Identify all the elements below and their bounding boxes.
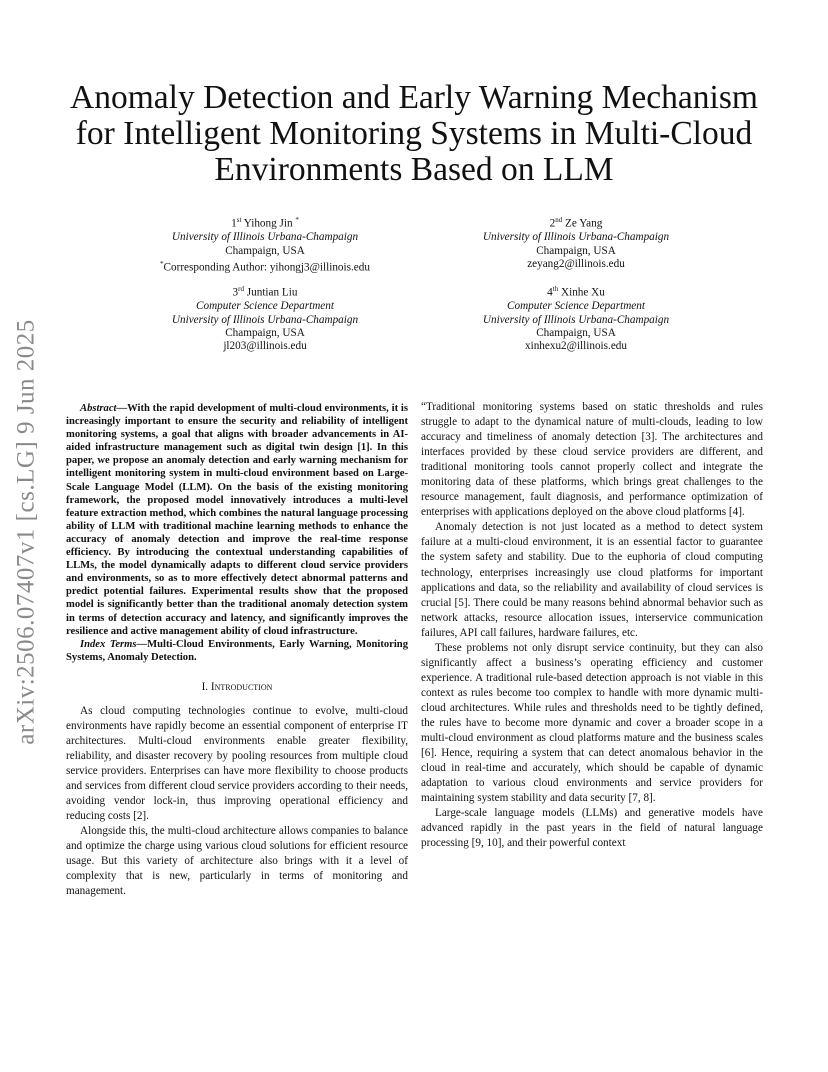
author-ordinal: 3 <box>232 286 239 299</box>
index-terms-label: Index Terms <box>80 638 137 650</box>
arxiv-identifier-stamp <box>8 307 46 757</box>
paper-title: Anomaly Detection and Early Warning Mechanism for Intelligent Monitoring Systems in Multi-Cloud Environments Based on LLM <box>70 79 758 188</box>
author-ordinal-suffix: st <box>236 216 242 224</box>
author-location: Champaign, USA <box>536 326 616 339</box>
author-email[interactable]: Corresponding Author: yihongj3@illinois.edu <box>163 261 370 274</box>
author-department: Computer Science Department <box>196 300 334 313</box>
author-location: Champaign, USA <box>225 244 305 257</box>
author-email[interactable]: xinhexu2@illinois.edu <box>525 340 627 353</box>
author-block-3 <box>120 283 410 354</box>
section-heading-introduction: I. Introduction <box>201 680 273 693</box>
author-name: Xinhe Xu <box>558 286 605 299</box>
author-ordinal: 4 <box>547 286 553 299</box>
author-name: Ze Yang <box>562 217 603 230</box>
author-ordinal: 1 <box>231 217 237 230</box>
left-column <box>66 402 408 900</box>
author-department: Computer Science Department <box>507 300 645 313</box>
author-email-line <box>120 258 410 275</box>
author-email[interactable]: jl203@illinois.edu <box>223 340 307 353</box>
author-ordinal: 2 <box>549 217 556 230</box>
author-ordinal-suffix: rd <box>238 285 244 293</box>
author-name-line <box>120 283 410 300</box>
author-ordinal-suffix: nd <box>555 216 563 224</box>
author-name-line <box>120 214 410 231</box>
right-column <box>421 400 763 851</box>
author-ordinal-suffix: th <box>552 285 559 293</box>
abstract-label: Abstract <box>80 403 117 414</box>
arxiv-identifier-text: arXiv:2506.07407v1 [cs.LG] 9 Jun 2025 <box>13 319 40 745</box>
body-paragraph: As cloud computing technologies continue to evolve, multi-cloud environments have rapidly become an essential component of enterprise IT architectures. Multi-cloud environments enable greater flexibility, reliability, and disaster recovery by pooling resources from multiple cloud service providers. Enterprises can have more flexibility to choose products and services from different cloud service providers according to their needs, avoiding vendor lock-in, thus improving operational efficiency and reducing costs [2]. <box>66 704 408 823</box>
author-block-4 <box>431 283 721 354</box>
corresponding-author-note-mark: * <box>160 259 164 268</box>
author-block-1 <box>120 214 410 275</box>
author-name-line <box>431 283 721 300</box>
abstract <box>66 402 408 638</box>
author-email[interactable]: zeyang2@illinois.edu <box>527 257 625 270</box>
author-affiliation: University of Illinois Urbana-Champaign <box>171 231 359 244</box>
author-affiliation: University of Illinois Urbana-Champaign <box>171 313 359 326</box>
body-paragraph: Large-scale language models (LLMs) and generative models have advanced rapidly in the past years in the field of natural language processing [9, 10], and their powerful context <box>421 807 763 850</box>
author-block-2 <box>431 214 721 271</box>
abstract-text: —With the rapid development of multi-cloud environments, it is increasingly important to ensure the security and reliability of intelligent monitoring systems, a goal that aligns with broader advancements in AI-aided infrastructure management such as digital twin design [1]. In this paper, we propose an anomaly detection and early warning mechanism for intelligent monitoring system in multi-cloud environment based on Large-Scale Language Model (LLM). On the basis of the existing monitoring framework, the proposed model innovatively introduces a multi-level feature extraction method, which combines the natural language processing ability of LLM with traditional machine learning methods to enhance the accuracy of anomaly detection and improve the real-time response efficiency. By introducing the contextual understanding capabilities of LLMs, the model dynamically adapts to different cloud service providers and environments, so as to more effectively detect abnormal patterns and predict potential failures. Experimental results show that the proposed model is significantly better than the traditional anomaly detection system in terms of detection accuracy and latency, and significantly improves the resilience and active management ability of cloud infrastructure. <box>66 403 408 637</box>
author-location: Champaign, USA <box>536 244 616 257</box>
corresponding-author-mark: * <box>295 216 299 224</box>
author-location: Champaign, USA <box>225 326 305 339</box>
body-paragraph: Alongside this, the multi-cloud architecture allows companies to balance and optimize the charge using various cloud solutions for efficient resource usage. But this variety of architecture also brings with it a level of complexity that is new, particularly in terms of monitoring and management. <box>66 825 408 898</box>
index-terms-text: —Multi-Cloud Environments, Early Warning, Monitoring Systems, Anomaly Detection. <box>66 638 408 663</box>
author-name-line <box>431 214 721 231</box>
body-paragraph: “Traditional monitoring systems based on static thresholds and rules struggle to adapt to the dynamical nature of multi-clouds, leading to low accuracy and timeliness of anomaly detection [3]. The architectures and interfaces provided by these cloud service providers are different, and traditional monitoring tools cannot properly collect and integrate the monitoring data of these platforms, which brings great challenges to the resource management, fault diagnosis, and performance optimization of enterprises with applications deployed on the above cloud platforms [4]. <box>421 401 763 519</box>
author-affiliation: University of Illinois Urbana-Champaign <box>482 313 670 326</box>
author-affiliation: University of Illinois Urbana-Champaign <box>482 231 670 244</box>
body-paragraph: Anomaly detection is not just located as a method to detect system failure at a multi-cloud environment, it is an essential factor to guarantee the system safety and stability. Due to the euphoria of cloud computing technology, enterprises increasingly use cloud platforms for important applications and data, so the reliability and availability of cloud services is crucial [5]. There could be many reasons behind abnormal behavior such as network attacks, resource allocation issues, interservice communication failures, API call failures, hardware failures, etc. <box>421 521 763 639</box>
author-name: Juntian Liu <box>243 286 298 299</box>
body-paragraph: These problems not only disrupt service continuity, but they can also significantly affect a business’s operating efficiency and customer experience. A traditional rule-based detection approach is not viable in this context as rules become too complex to handle with more dynamic multi-cloud architectures. While rules and thresholds need to be tightly defined, the rules have to become more dynamic and cover a broader scope in a multi-cloud environment as cloud platforms mature and the business scales [6]. Hence, requiring a system that can detect anomalous behavior in the cloud in real-time and accurately, which should be capable of dynamic adaptation to various cloud environments and service providers for maintaining system stability and data security [7, 8]. <box>421 641 763 805</box>
author-name: Yihong Jin <box>241 217 296 230</box>
index-terms <box>66 638 408 664</box>
